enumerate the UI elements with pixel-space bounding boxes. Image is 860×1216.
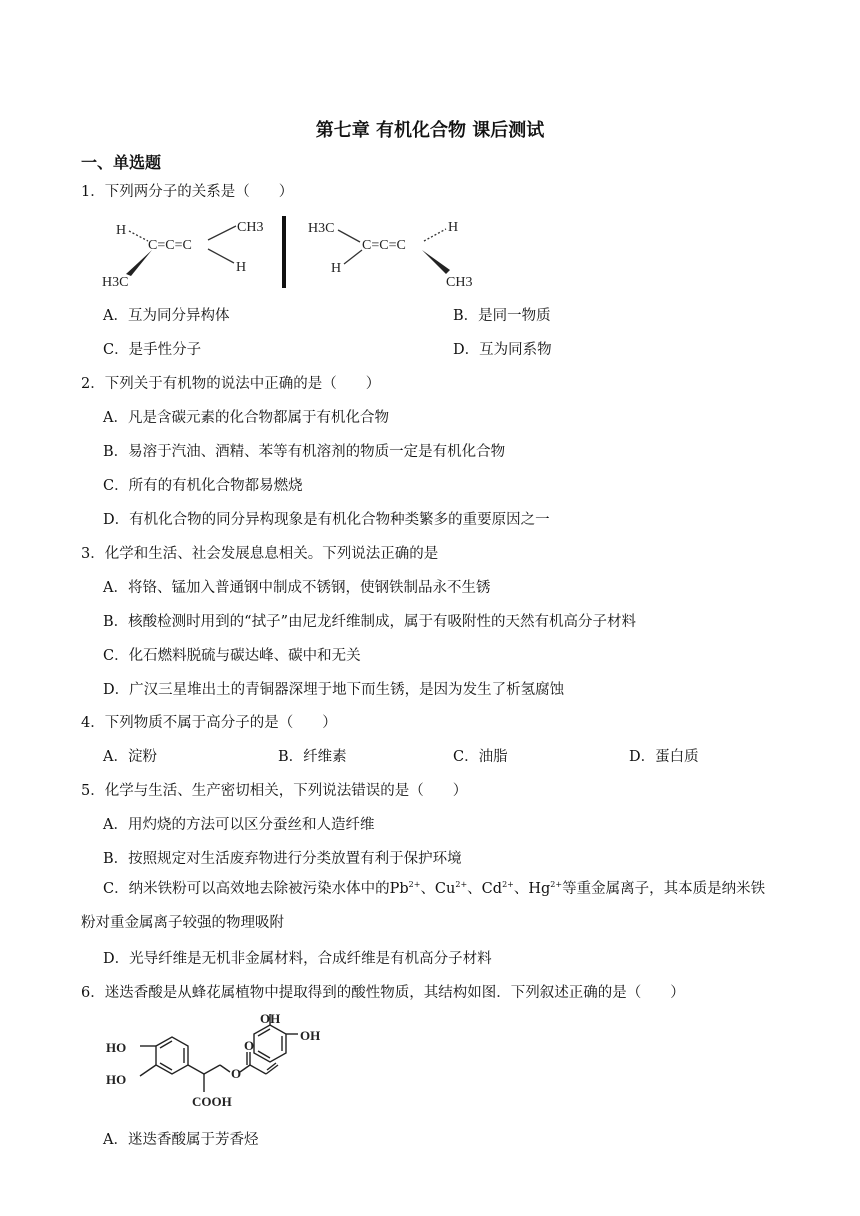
mol-left-ch3-top: CH3 bbox=[237, 220, 264, 235]
mol6-o-ester: O bbox=[231, 1066, 242, 1081]
q5-c-sup-cu: 2+ bbox=[455, 880, 468, 890]
section-heading: 一、单选题 bbox=[81, 153, 162, 172]
molecule-right-image bbox=[306, 212, 486, 292]
mol-right-ch3: CH3 bbox=[446, 275, 473, 290]
q2-option-a: A．凡是含碳元素的化合物都属于有机化合物 bbox=[103, 410, 389, 426]
q5-c-cd: 、Cd bbox=[467, 881, 503, 897]
question-4-stem: 4．下列物质不属于高分子的是（ ） bbox=[81, 715, 337, 731]
rosmarinic-acid-structure-image bbox=[104, 1010, 334, 1115]
q1-option-a: A．互为同分异构体 bbox=[103, 308, 230, 324]
q1-option-d: D．互为同系物 bbox=[453, 342, 552, 358]
q5-c-sup-pb: 2+ bbox=[408, 880, 421, 890]
question-5-stem: 5．化学与生活、生产密切相关，下列说法错误的是（ ） bbox=[81, 783, 468, 799]
q6-option-a: A．迷迭香酸属于芳香烃 bbox=[103, 1132, 259, 1148]
q5-option-b: B．按照规定对生活废弃物进行分类放置有利于保护环境 bbox=[103, 851, 462, 867]
q4-option-c: C．油脂 bbox=[453, 749, 508, 765]
divider-bar bbox=[282, 216, 286, 288]
q5-c-part2: 等重金属离子，其本质是纳米铁 bbox=[562, 881, 766, 897]
page-title: 第七章 有机化合物 课后测试 bbox=[315, 120, 545, 141]
q5-option-d: D．光导纤维是无机非金属材料，合成纤维是有机高分子材料 bbox=[103, 951, 492, 967]
question-2-stem: 2．下列关于有机物的说法中正确的是（ ） bbox=[81, 376, 381, 392]
q2-option-d: D．有机化合物的同分异构现象是有机化合物种类繁多的重要原因之一 bbox=[103, 512, 550, 528]
mol6-oh-top: OH bbox=[260, 1011, 281, 1026]
q5-c-line2: 粉对重金属离子较强的物理吸附 bbox=[81, 915, 284, 931]
q3-option-d: D．广汉三星堆出土的青铜器深埋于地下而生锈，是因为发生了析氢腐蚀 bbox=[103, 682, 565, 698]
mol-right-h-bottom: H bbox=[331, 261, 342, 276]
mol-right-h-top: H bbox=[448, 220, 459, 235]
question-3-stem: 3．化学和生活、社会发展息息相关。下列说法正确的是 bbox=[81, 546, 439, 562]
q5-c-sup-cd: 2+ bbox=[502, 880, 514, 890]
q5-c-sup-hg: 2+ bbox=[550, 880, 563, 890]
q5-c-part1: C．纳米铁粉可以高效地去除被污染水体中的Pb bbox=[103, 881, 409, 897]
q3-option-a: A．将铬、锰加入普通钢中制成不锈钢，使钢铁制品永不生锈 bbox=[103, 580, 491, 596]
mol-right-chain: C=C=C bbox=[362, 238, 406, 253]
q4-option-d: D．蛋白质 bbox=[629, 749, 699, 765]
q4-option-b: B．纤维素 bbox=[278, 749, 347, 765]
mol6-ho-2: HO bbox=[106, 1072, 127, 1087]
q5-option-a: A．用灼烧的方法可以区分蚕丝和人造纤维 bbox=[103, 817, 375, 833]
q5-c-hg: 、Hg bbox=[513, 881, 551, 897]
q5-c-cu: 、Cu bbox=[420, 881, 456, 897]
q2-option-c: C．所有的有机化合物都易燃烧 bbox=[103, 478, 303, 494]
question-6-stem: 6．迷迭香酸是从蜂花属植物中提取得到的酸性物质，其结构如图．下列叙述正确的是（ ） bbox=[81, 985, 685, 1001]
question-1-stem: 1．下列两分子的关系是（ ） bbox=[81, 184, 294, 200]
q3-option-c: C．化石燃料脱硫与碳达峰、碳中和无关 bbox=[103, 648, 361, 664]
q5-option-c bbox=[81, 872, 811, 940]
q3-option-b: B．核酸检测时用到的“拭子”由尼龙纤维制成，属于有吸附性的天然有机高分子材料 bbox=[103, 614, 636, 630]
mol-left-h3c: H3C bbox=[102, 275, 129, 290]
mol-left-h-top: H bbox=[116, 223, 127, 238]
q1-option-b: B．是同一物质 bbox=[453, 308, 551, 324]
mol6-oh-right: OH bbox=[300, 1028, 321, 1043]
mol6-cooh: COOH bbox=[192, 1094, 232, 1109]
molecule-left-image bbox=[100, 212, 280, 292]
mol6-ho-1: HO bbox=[106, 1040, 127, 1055]
mol6-o-carbonyl: O bbox=[244, 1038, 255, 1053]
q4-option-a: A．淀粉 bbox=[103, 749, 157, 765]
mol-left-h-bottom: H bbox=[236, 260, 247, 275]
q1-option-c: C．是手性分子 bbox=[103, 342, 202, 358]
mol-left-chain: C=C=C bbox=[148, 238, 192, 253]
q2-option-b: B．易溶于汽油、酒精、苯等有机溶剂的物质一定是有机化合物 bbox=[103, 444, 506, 460]
mol-right-h3c: H3C bbox=[308, 221, 335, 236]
